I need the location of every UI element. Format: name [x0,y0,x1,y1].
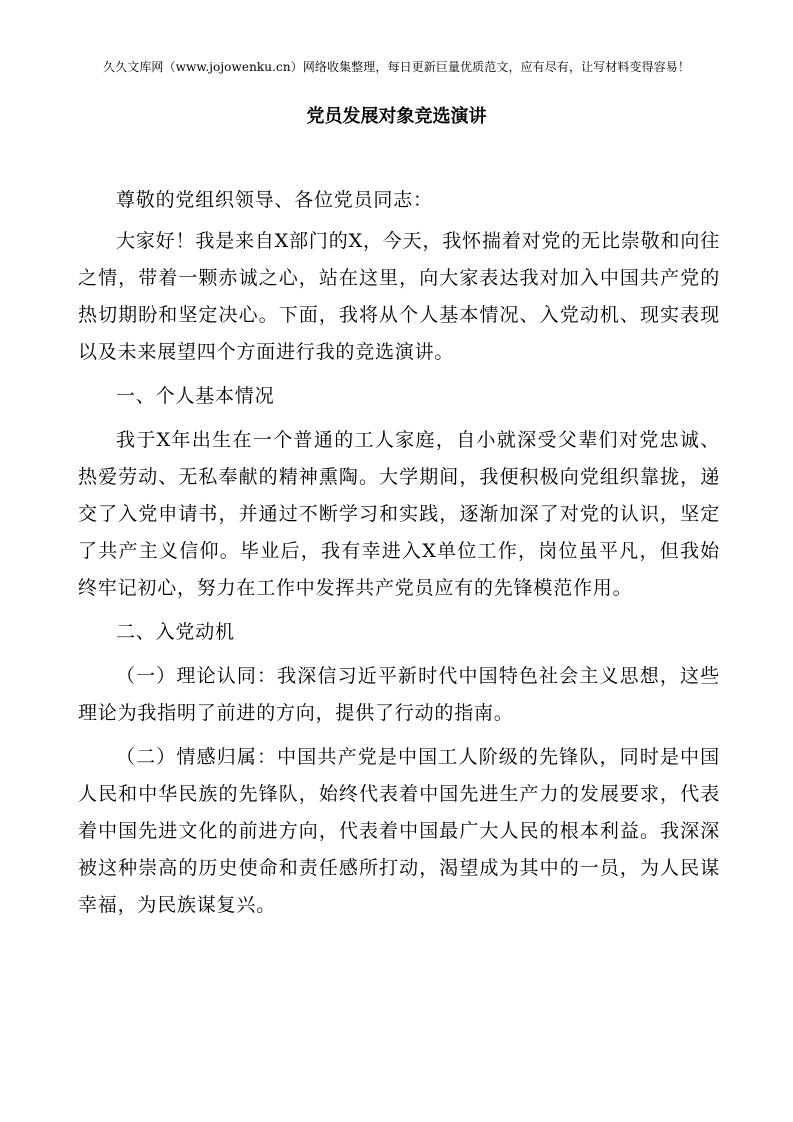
header-note: 久久文库网（www.jojowenku.cn）网络收集整理，每日更新巨量优质范文，应有尽有，让写材料变得容易！ [103,60,690,74]
intro-paragraph: 大家好！我是来自X部门的X，今天，我怀揣着对党的无比崇敬和向往之情，带着一颗赤诚之心，站在这里，向大家表达我对加入中国共产党的热切期盼和坚定决心。下面，我将从个人基本情况、入党动机、现实表现以及未来展望四个方面进行我的竞选演讲。 [78,230,720,363]
section-heading-1: 一、个人基本情况 [116,385,275,407]
section-1-paragraph-1: 我于X年出生在一个普通的工人家庭，自小就深受父辈们对党忠诚、热爱劳动、无私奉献的精神熏陶。大学期间，我便积极向党组织靠拢，递交了入党申请书，并通过不断学习和实践，逐渐加深了对党的认识，坚定了共产主义信仰。毕业后，我有幸进入X单位工作，岗位虽平凡，但我始终牢记初心，努力在工作中发挥共产党员应有的先锋模范作用。 [78,429,720,599]
section-2-paragraph-2: （二）情感归属：中国共产党是中国工人阶级的先锋队，同时是中国人民和中华民族的先锋队，始终代表着中国先进生产力的发展要求，代表着中国先进文化的前进方向，代表着中国最广大人民的根本利益。我深深被这种崇高的历史使命和责任感所打动，渴望成为其中的一员，为人民谋幸福，为民族谋复兴。 [78,746,720,916]
section-2-paragraph-1: （一）理论认同：我深信习近平新时代中国特色社会主义思想，这些理论为我指明了前进的方向，提供了行动的指南。 [78,665,720,724]
document-title: 党员发展对象竞选演讲 [306,106,487,127]
greeting-paragraph: 尊敬的党组织领导、各位党员同志： [116,189,433,211]
section-heading-2: 二、入党动机 [116,621,235,643]
document-body [78,182,720,924]
